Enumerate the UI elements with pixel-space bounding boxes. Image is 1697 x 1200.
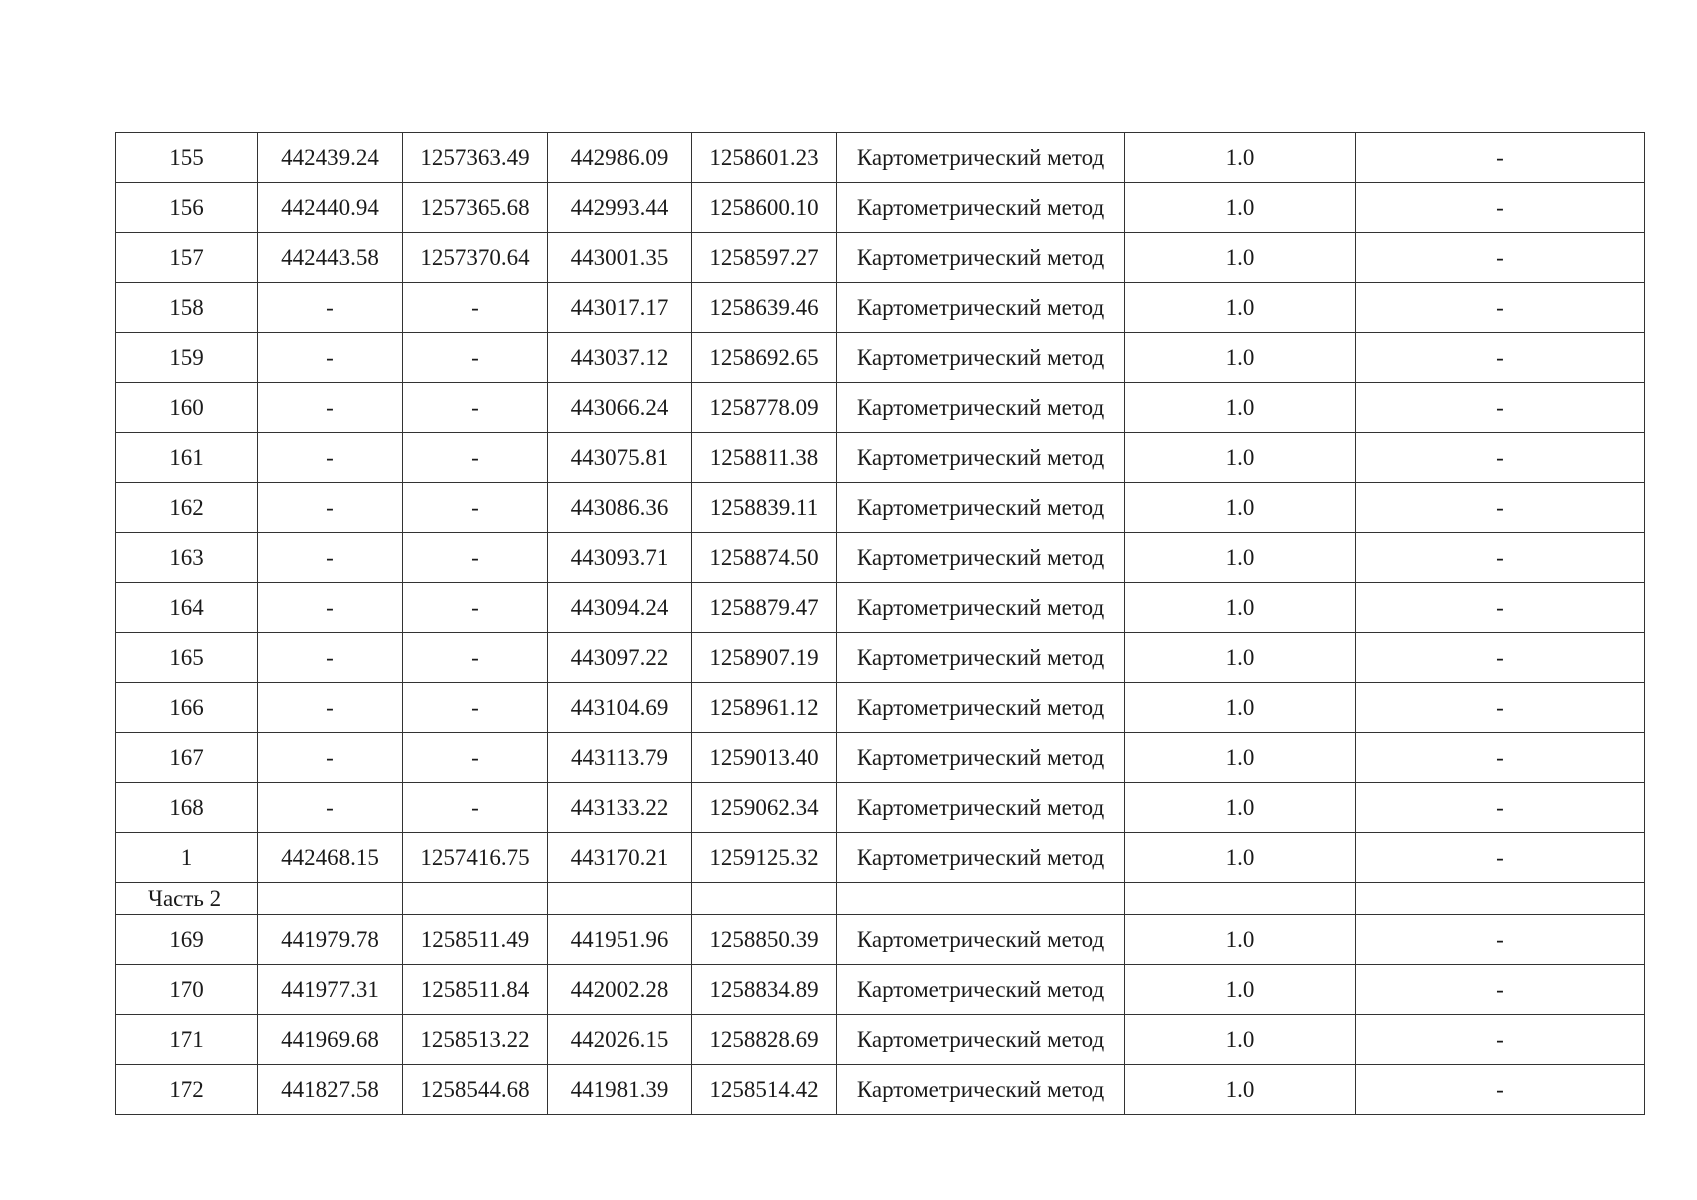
accuracy-cell: 1.0 [1125, 1065, 1356, 1115]
existing-y-cell: - [403, 633, 548, 683]
note-cell: - [1356, 965, 1645, 1015]
refined-x-cell: 443075.81 [548, 433, 692, 483]
method-cell: Картометрический метод [837, 533, 1125, 583]
method-cell: Картометрический метод [837, 183, 1125, 233]
refined-y-cell: 1258600.10 [692, 183, 837, 233]
accuracy-cell: 1.0 [1125, 833, 1356, 883]
existing-x-cell: - [258, 633, 403, 683]
existing-y-cell: - [403, 283, 548, 333]
existing-y-cell: - [403, 333, 548, 383]
method-cell: Картометрический метод [837, 433, 1125, 483]
existing-x-cell: - [258, 283, 403, 333]
refined-x-cell: 443104.69 [548, 683, 692, 733]
existing-y-cell: 1257365.68 [403, 183, 548, 233]
accuracy-cell: 1.0 [1125, 283, 1356, 333]
note-cell: - [1356, 1065, 1645, 1115]
table-row [116, 233, 1645, 283]
refined-y-cell: 1258778.09 [692, 383, 837, 433]
coordinates-table [115, 132, 1645, 1115]
point-number-cell: 169 [116, 915, 258, 965]
table-row [116, 733, 1645, 783]
section-row [116, 883, 1645, 915]
refined-y-cell: 1258961.12 [692, 683, 837, 733]
note-cell: - [1356, 183, 1645, 233]
refined-x-cell: 443001.35 [548, 233, 692, 283]
existing-x-cell: - [258, 533, 403, 583]
refined-y-cell: 1258514.42 [692, 1065, 837, 1115]
refined-y-cell: 1258839.11 [692, 483, 837, 533]
existing-x-cell: - [258, 433, 403, 483]
existing-y-cell: - [403, 433, 548, 483]
existing-y-cell: - [403, 583, 548, 633]
table-row [116, 533, 1645, 583]
refined-y-cell: 1258692.65 [692, 333, 837, 383]
note-cell: - [1356, 133, 1645, 183]
existing-y-cell: 1258544.68 [403, 1065, 548, 1115]
table-row [116, 783, 1645, 833]
refined-y-cell: 1258907.19 [692, 633, 837, 683]
point-number-cell: 164 [116, 583, 258, 633]
point-number-cell: 167 [116, 733, 258, 783]
existing-x-cell: - [258, 483, 403, 533]
refined-y-cell: 1258834.89 [692, 965, 837, 1015]
existing-y-cell: - [403, 783, 548, 833]
note-cell: - [1356, 1015, 1645, 1065]
note-cell: - [1356, 533, 1645, 583]
point-number-cell: 161 [116, 433, 258, 483]
refined-x-cell: 443066.24 [548, 383, 692, 433]
method-cell: Картометрический метод [837, 733, 1125, 783]
method-cell: Картометрический метод [837, 283, 1125, 333]
method-cell: Картометрический метод [837, 915, 1125, 965]
table-row [116, 133, 1645, 183]
refined-x-cell: 443086.36 [548, 483, 692, 533]
accuracy-cell: 1.0 [1125, 965, 1356, 1015]
method-cell: Картометрический метод [837, 383, 1125, 433]
table-row [116, 633, 1645, 683]
point-number-cell: 156 [116, 183, 258, 233]
table-row [116, 583, 1645, 633]
accuracy-cell: 1.0 [1125, 583, 1356, 633]
table-row [116, 283, 1645, 333]
existing-x-cell: - [258, 383, 403, 433]
method-cell: Картометрический метод [837, 333, 1125, 383]
existing-x-cell: 442439.24 [258, 133, 403, 183]
existing-y-cell: - [403, 483, 548, 533]
existing-x-cell: - [258, 333, 403, 383]
refined-y-cell: 1258601.23 [692, 133, 837, 183]
existing-x-cell: - [258, 733, 403, 783]
note-cell: - [1356, 583, 1645, 633]
point-number-cell: 166 [116, 683, 258, 733]
existing-x-cell: 441827.58 [258, 1065, 403, 1115]
accuracy-cell: 1.0 [1125, 333, 1356, 383]
existing-x-cell: - [258, 783, 403, 833]
existing-x-cell: 441969.68 [258, 1015, 403, 1065]
method-cell: Картометрический метод [837, 583, 1125, 633]
refined-y-cell: 1258850.39 [692, 915, 837, 965]
method-cell: Картометрический метод [837, 683, 1125, 733]
refined-y-cell: 1258597.27 [692, 233, 837, 283]
table-row [116, 483, 1645, 533]
point-number-cell: 170 [116, 965, 258, 1015]
empty-cell [1356, 883, 1645, 915]
method-cell: Картометрический метод [837, 483, 1125, 533]
accuracy-cell: 1.0 [1125, 183, 1356, 233]
existing-y-cell: 1257363.49 [403, 133, 548, 183]
existing-x-cell: - [258, 683, 403, 733]
note-cell: - [1356, 833, 1645, 883]
point-number-cell: 155 [116, 133, 258, 183]
accuracy-cell: 1.0 [1125, 1015, 1356, 1065]
note-cell: - [1356, 915, 1645, 965]
accuracy-cell: 1.0 [1125, 133, 1356, 183]
note-cell: - [1356, 683, 1645, 733]
table-row [116, 183, 1645, 233]
note-cell: - [1356, 383, 1645, 433]
existing-y-cell: - [403, 533, 548, 583]
note-cell: - [1356, 783, 1645, 833]
empty-cell [1125, 883, 1356, 915]
existing-y-cell: 1257416.75 [403, 833, 548, 883]
table-row [116, 833, 1645, 883]
point-number-cell: 159 [116, 333, 258, 383]
empty-cell [403, 883, 548, 915]
table-body [116, 133, 1645, 1115]
refined-x-cell: 442993.44 [548, 183, 692, 233]
point-number-cell: 172 [116, 1065, 258, 1115]
refined-x-cell: 443037.12 [548, 333, 692, 383]
method-cell: Картометрический метод [837, 633, 1125, 683]
point-number-cell: 162 [116, 483, 258, 533]
table-row [116, 683, 1645, 733]
table-row [116, 915, 1645, 965]
refined-x-cell: 443170.21 [548, 833, 692, 883]
refined-x-cell: 443017.17 [548, 283, 692, 333]
note-cell: - [1356, 233, 1645, 283]
accuracy-cell: 1.0 [1125, 483, 1356, 533]
existing-x-cell: 441979.78 [258, 915, 403, 965]
refined-y-cell: 1258639.46 [692, 283, 837, 333]
existing-y-cell: 1257370.64 [403, 233, 548, 283]
empty-cell [692, 883, 837, 915]
accuracy-cell: 1.0 [1125, 383, 1356, 433]
point-number-cell: 160 [116, 383, 258, 433]
note-cell: - [1356, 633, 1645, 683]
table-row [116, 1065, 1645, 1115]
accuracy-cell: 1.0 [1125, 915, 1356, 965]
refined-y-cell: 1258879.47 [692, 583, 837, 633]
table-row [116, 383, 1645, 433]
accuracy-cell: 1.0 [1125, 683, 1356, 733]
existing-y-cell: 1258511.84 [403, 965, 548, 1015]
point-number-cell: 171 [116, 1015, 258, 1065]
accuracy-cell: 1.0 [1125, 783, 1356, 833]
existing-y-cell: 1258511.49 [403, 915, 548, 965]
refined-x-cell: 442026.15 [548, 1015, 692, 1065]
refined-x-cell: 442002.28 [548, 965, 692, 1015]
existing-y-cell: - [403, 383, 548, 433]
note-cell: - [1356, 433, 1645, 483]
refined-y-cell: 1258874.50 [692, 533, 837, 583]
point-number-cell: 158 [116, 283, 258, 333]
point-number-cell: 165 [116, 633, 258, 683]
existing-y-cell: - [403, 733, 548, 783]
accuracy-cell: 1.0 [1125, 533, 1356, 583]
table-row [116, 1015, 1645, 1065]
point-number-cell: 157 [116, 233, 258, 283]
refined-x-cell: 443094.24 [548, 583, 692, 633]
accuracy-cell: 1.0 [1125, 633, 1356, 683]
method-cell: Картометрический метод [837, 965, 1125, 1015]
note-cell: - [1356, 733, 1645, 783]
accuracy-cell: 1.0 [1125, 233, 1356, 283]
table-row [116, 333, 1645, 383]
refined-x-cell: 443093.71 [548, 533, 692, 583]
method-cell: Картометрический метод [837, 833, 1125, 883]
table-row [116, 965, 1645, 1015]
existing-x-cell: 442468.15 [258, 833, 403, 883]
refined-x-cell: 441951.96 [548, 915, 692, 965]
point-number-cell: 1 [116, 833, 258, 883]
existing-x-cell: 441977.31 [258, 965, 403, 1015]
empty-cell [548, 883, 692, 915]
method-cell: Картометрический метод [837, 133, 1125, 183]
point-number-cell: 163 [116, 533, 258, 583]
existing-x-cell: 442440.94 [258, 183, 403, 233]
empty-cell [258, 883, 403, 915]
refined-x-cell: 442986.09 [548, 133, 692, 183]
refined-y-cell: 1258811.38 [692, 433, 837, 483]
refined-y-cell: 1259062.34 [692, 783, 837, 833]
refined-x-cell: 441981.39 [548, 1065, 692, 1115]
refined-x-cell: 443113.79 [548, 733, 692, 783]
accuracy-cell: 1.0 [1125, 733, 1356, 783]
refined-y-cell: 1259125.32 [692, 833, 837, 883]
existing-y-cell: - [403, 683, 548, 733]
existing-x-cell: 442443.58 [258, 233, 403, 283]
note-cell: - [1356, 483, 1645, 533]
method-cell: Картометрический метод [837, 1015, 1125, 1065]
method-cell: Картометрический метод [837, 233, 1125, 283]
note-cell: - [1356, 283, 1645, 333]
point-number-cell: 168 [116, 783, 258, 833]
existing-y-cell: 1258513.22 [403, 1015, 548, 1065]
refined-y-cell: 1258828.69 [692, 1015, 837, 1065]
note-cell: - [1356, 333, 1645, 383]
section-label: Часть 2 [116, 883, 258, 915]
method-cell: Картометрический метод [837, 783, 1125, 833]
refined-y-cell: 1259013.40 [692, 733, 837, 783]
existing-x-cell: - [258, 583, 403, 633]
refined-x-cell: 443097.22 [548, 633, 692, 683]
table-row [116, 433, 1645, 483]
refined-x-cell: 443133.22 [548, 783, 692, 833]
accuracy-cell: 1.0 [1125, 433, 1356, 483]
method-cell: Картометрический метод [837, 1065, 1125, 1115]
empty-cell [837, 883, 1125, 915]
